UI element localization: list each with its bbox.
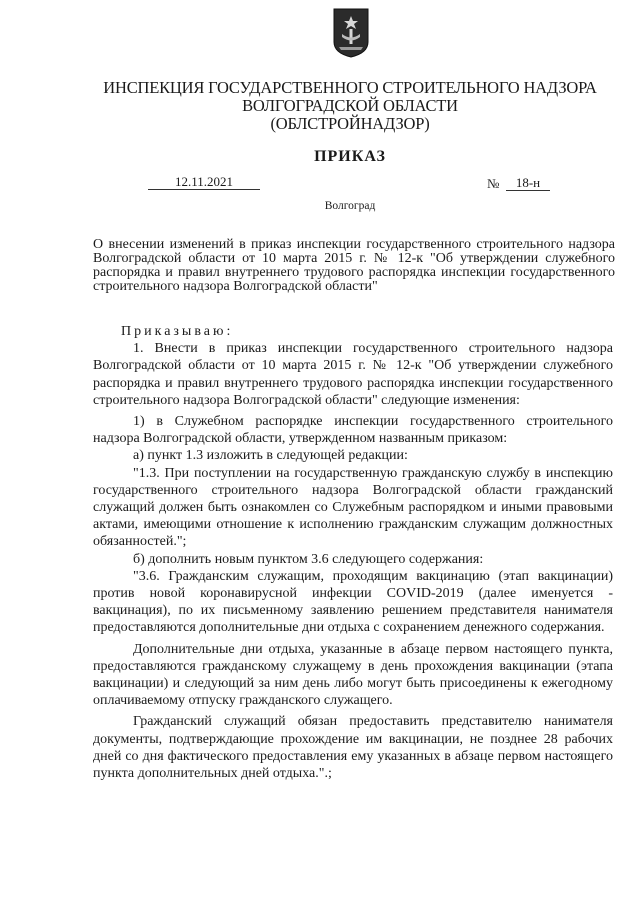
paragraph: Гражданский служащий обязан предоставить представителю нанимателя документы, подтверждающие прохождение им вакцинации, не позднее 28 рабочих дней со дня фактического предоставления ему указанных в абзаце первом настоящего пункта дополнительных дней отдыха.".; bbox=[93, 714, 613, 782]
order-number: 18-н bbox=[506, 176, 550, 191]
paragraph: "1.3. При поступлении на государственную гражданскую службу в инспекцию государственного строительного надзора Волгоградской области гражданский служащий должен быть ознакомлен со Служебным распорядком и иными правовыми актами, имеющими отношение к исполнению гражданским служащим должностных обязанностей."; bbox=[93, 465, 613, 550]
order-directive: Приказываю: bbox=[121, 324, 234, 339]
paragraph: а) пункт 1.3 изложить в следующей редакции: bbox=[133, 448, 408, 464]
order-date: 12.11.2021 bbox=[148, 175, 260, 190]
coat-of-arms-icon bbox=[333, 8, 369, 58]
paragraph: "3.6. Гражданским служащим, проходящим вакцинацию (этап вакцинации) против новой коронавирусной инфекции COVID-2019 (далее именуется - вакцинация), по их письменному заявлению решением представителя нанимателя предоставляются дополнительные дни отдыха с сохранением денежного содержания. bbox=[93, 568, 613, 636]
org-name-line-2: ВОЛГОГРАДСКОЙ ОБЛАСТИ bbox=[242, 96, 458, 115]
paragraph: б) дополнить новым пунктом 3.6 следующего содержания: bbox=[133, 551, 484, 567]
order-body bbox=[93, 323, 613, 782]
order-subject: О внесении изменений в приказ инспекции государственного строительного надзора Волгоградской области от 10 марта 2015 г. № 12-к "Об утверждении служебного распорядка и правил внутреннего трудового распорядка инспекции государственного строительного надзора Волгоградской области" bbox=[93, 237, 615, 294]
org-name-line-1: ИНСПЕКЦИЯ ГОСУДАРСТВЕННОГО СТРОИТЕЛЬНОГО НАДЗОРА bbox=[103, 78, 597, 97]
paragraph: 1. Внести в приказ инспекции государственного строительного надзора Волгоградской области от 10 марта 2015 г. № 12-к "Об утверждении служебного распорядка и правил внутреннего трудового распорядка инспекции государственного строительного надзора Волгоградской области" следующие изменения: bbox=[93, 341, 613, 408]
document-title: ПРИКАЗ bbox=[314, 148, 386, 165]
number-label: № bbox=[487, 176, 500, 191]
city: Волгоград bbox=[324, 200, 376, 212]
org-short-name: (ОБЛСТРОЙНАДЗОР) bbox=[270, 114, 430, 133]
paragraph: Дополнительные дни отдыха, указанные в абзаце первом настоящего пункта, предоставляются гражданскому служащему в день прохождения вакцинации (этапа вакцинации) и следующий за ним день либо могут быть присоединены к ежегодному оплачиваемому отпуску гражданского служащего. bbox=[93, 641, 613, 709]
paragraph: 1) в Служебном распорядке инспекции государственного строительного надзора Волгоградской области, утвержденном названным приказом: bbox=[93, 414, 613, 447]
